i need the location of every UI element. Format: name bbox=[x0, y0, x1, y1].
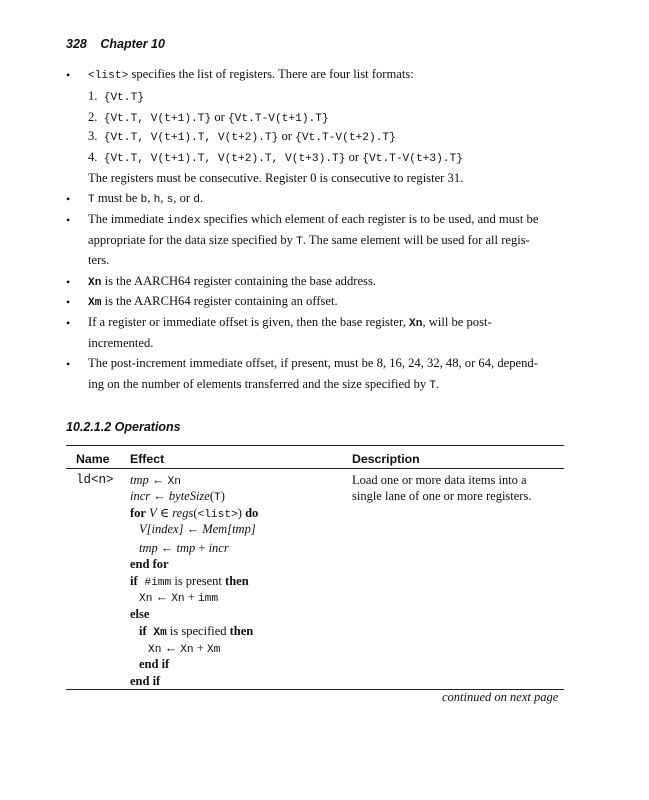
section-heading: 10.2.1.2 Operations bbox=[66, 420, 181, 434]
table-top-rule bbox=[66, 445, 564, 446]
effect-line-5: tmp ← tmp + incr bbox=[139, 541, 229, 555]
bullet-xm-text: Xm is the AARCH64 register containing an offset. bbox=[88, 294, 338, 309]
bullet-icon: • bbox=[66, 316, 71, 330]
effect-line-13: end if bbox=[130, 674, 161, 688]
bullet-index-line2: appropriate for the data size specified by T. The same element will be used for all regis- bbox=[88, 233, 530, 248]
effect-line-12: end if bbox=[139, 657, 170, 671]
table-header-description: Description bbox=[352, 452, 420, 466]
bullet-icon: • bbox=[66, 295, 71, 309]
table-header-effect: Effect bbox=[130, 452, 165, 466]
bullet-postinc-line2: ing on the number of elements transferred and the size specified by T. bbox=[88, 377, 440, 392]
effect-line-8: Xn ← Xn + imm bbox=[139, 590, 219, 605]
page-number: 328 bbox=[66, 37, 87, 51]
description-line-1: Load one or more data items into a bbox=[352, 473, 527, 487]
bullet-offset-line2: incremented. bbox=[88, 336, 154, 350]
list-format-1: 1. {Vt.T} bbox=[88, 89, 145, 104]
bullet-icon: • bbox=[66, 68, 71, 82]
effect-line-2: incr ← byteSize(T) bbox=[130, 489, 225, 504]
effect-line-1: tmp ← Xn bbox=[130, 473, 181, 488]
table-header-rule bbox=[66, 468, 564, 469]
effect-line-4: V[index] ← Mem[tmp] bbox=[139, 522, 256, 536]
list-consecutive-note: The registers must be consecutive. Register 0 is consecutive to register 31. bbox=[88, 171, 464, 185]
effect-line-10: if Xm is specified then bbox=[139, 624, 254, 639]
bullet-offset-line1: If a register or immediate offset is given, then the base register, Xn, will be post- bbox=[88, 315, 492, 330]
effect-line-7: if #imm is present then bbox=[130, 574, 249, 589]
bullet-index-line3: ters. bbox=[88, 253, 110, 267]
bullet-t-text: T must be b, h, s, or d. bbox=[88, 191, 204, 206]
table-row-name: ld<n> bbox=[76, 473, 114, 487]
bullet-xn-text: Xn is the AARCH64 register containing the base address. bbox=[88, 274, 376, 289]
bullet-list-text: <list> specifies the list of registers. There are four list formats: bbox=[88, 67, 414, 82]
bullet-postinc-line1: The post-increment immediate offset, if present, must be 8, 16, 24, 32, 48, or 64, depend- bbox=[88, 356, 538, 370]
effect-line-9: else bbox=[130, 607, 150, 621]
bullet-icon: • bbox=[66, 357, 71, 371]
page-header bbox=[66, 37, 165, 51]
effect-line-3: for V ∈ regs(<list>) do bbox=[130, 506, 259, 521]
list-format-4: 4. {Vt.T, V(t+1).T, V(t+2).T, V(t+3).T} or {Vt.T-V(t+3).T} bbox=[88, 150, 463, 165]
description-line-2: single lane of one or more registers. bbox=[352, 489, 532, 503]
chapter-title: Chapter 10 bbox=[100, 37, 165, 51]
effect-line-11: Xn ← Xn + Xm bbox=[148, 641, 221, 656]
list-format-3: 3. {Vt.T, V(t+1).T, V(t+2).T} or {Vt.T-V(t+2).T} bbox=[88, 129, 396, 144]
bullet-icon: • bbox=[66, 213, 71, 227]
bullet-icon: • bbox=[66, 192, 71, 206]
bullet-icon: • bbox=[66, 275, 71, 289]
continued-note: continued on next page bbox=[442, 690, 559, 704]
bullet-index-line1: The immediate index specifies which element of each register is to be used, and must be bbox=[88, 212, 539, 227]
effect-line-6: end for bbox=[130, 557, 169, 571]
list-format-2: 2. {Vt.T, V(t+1).T} or {Vt.T-V(t+1).T} bbox=[88, 110, 329, 125]
table-header-name: Name bbox=[76, 452, 110, 466]
